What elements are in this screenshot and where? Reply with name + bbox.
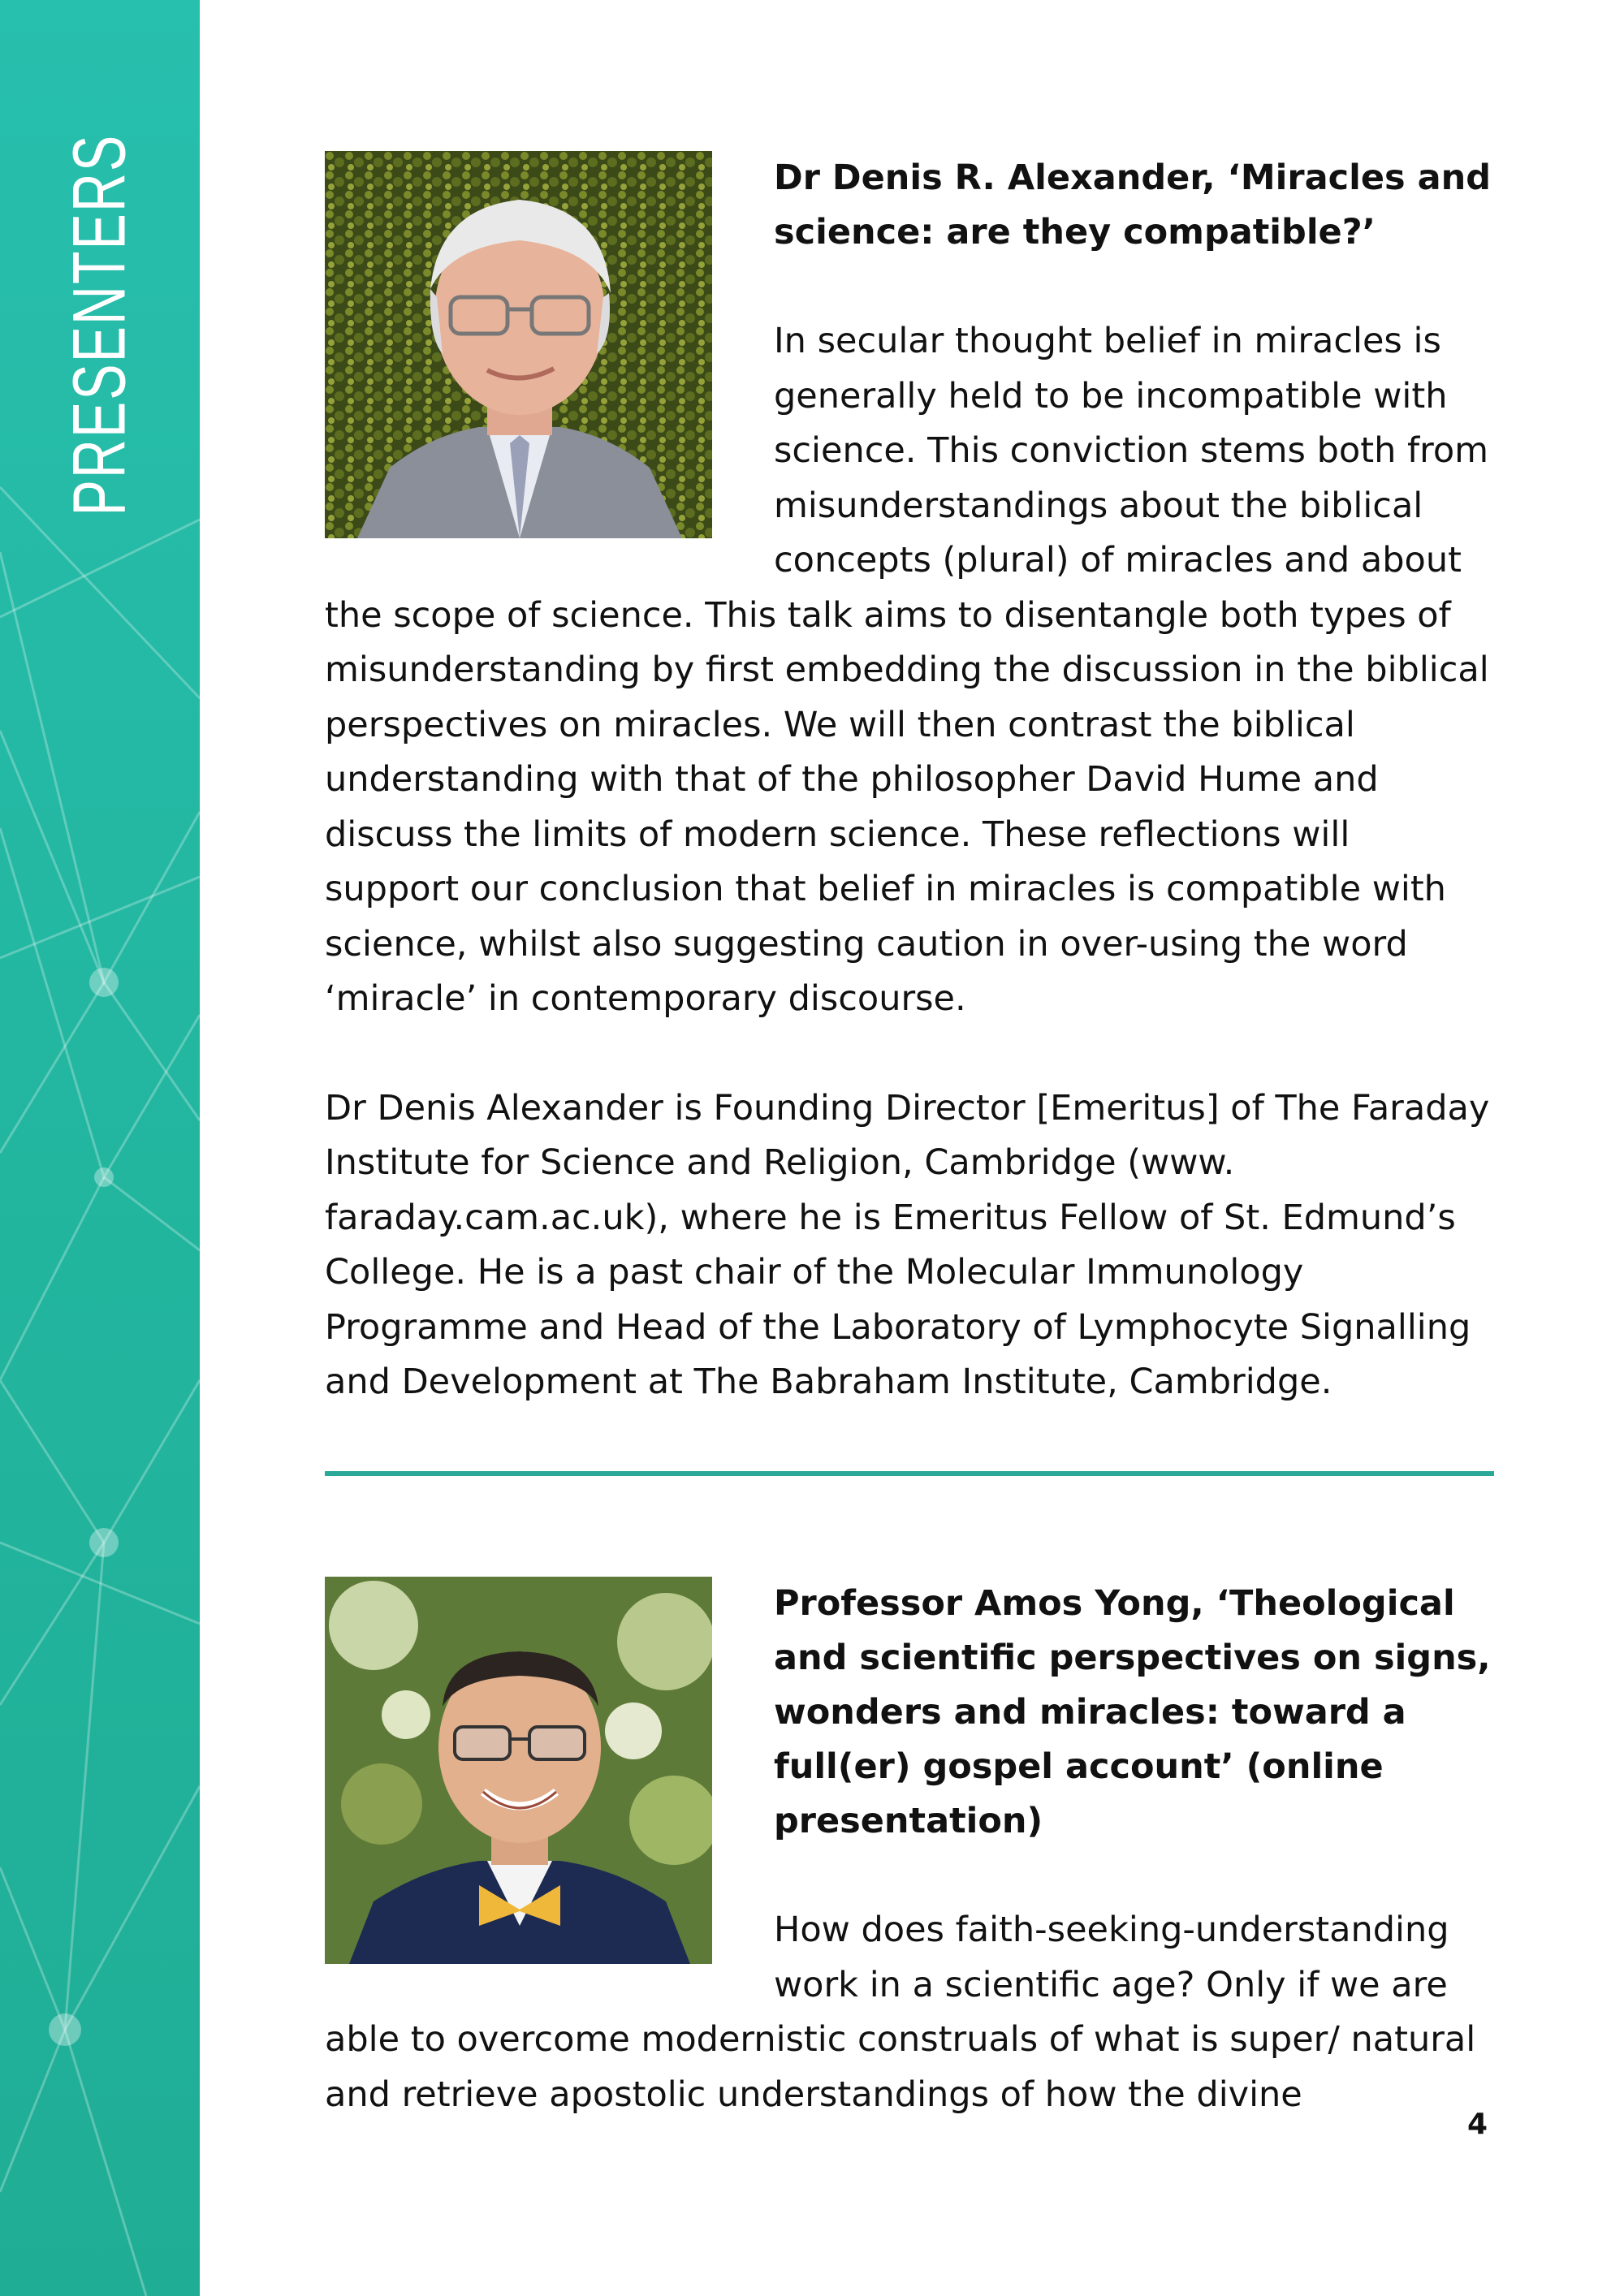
section-divider	[325, 1471, 1494, 1476]
presenter-photo	[325, 1577, 712, 1964]
presenter-entry	[325, 1577, 1494, 2122]
sidebar	[0, 0, 200, 2296]
presenter-abstract: How does faith-seeking-understanding work in a scientific age? Only if we are able to overcome modernistic construals of what is super/ natural and retrieve apostolic understandings of how the divine	[325, 1910, 1476, 2115]
presenter-abstract: In secular thought belief in miracles is generally held to be incompatible with science. This conviction stems both from misunderstandings about the biblical concepts (plural) of miracles and about the scope of science. This talk aims to disentangle both types of misunderstanding by first embedding the discussion in the biblical perspectives on miracles. We will then contrast the biblical understanding with that of the philosopher David Hume and discuss the limits of modern science. These reflections will support our conclusion that belief in miracles is compatible with science, whilst also suggesting caution in over-using the word ‘miracle’ in contemporary discourse.	[325, 321, 1489, 1019]
section-title: PRESENTERS	[58, 133, 141, 516]
presenter-talk-title: Professor Amos Yong, ‘Theological and scientific perspectives on signs, wonders and miracles: toward a full(er) gospel account’ (online presentation)	[774, 1583, 1491, 1841]
portrait-image	[325, 151, 712, 538]
presenter-bio: Dr Denis Alexander is Founding Director [Emeritus] of The Faraday Institute for Science and Religion, Cambridge (www. faraday.cam.ac.uk), where he is Emeritus Fellow of St. Edmund’s College. He is a past chair of the Molecular Immunology Programme and Head of the Laboratory of Lymphocyte Signalling and Development at The Babraham Institute, Cambridge.	[325, 1087, 1490, 1402]
presenter-entry	[325, 151, 1494, 1410]
page-number: 4	[1466, 2108, 1488, 2141]
portrait-image	[325, 1577, 712, 1964]
presenter-talk-title: Dr Denis R. Alexander, ‘Miracles and science: are they compatible?’	[774, 158, 1491, 252]
presenter-photo	[325, 151, 712, 538]
